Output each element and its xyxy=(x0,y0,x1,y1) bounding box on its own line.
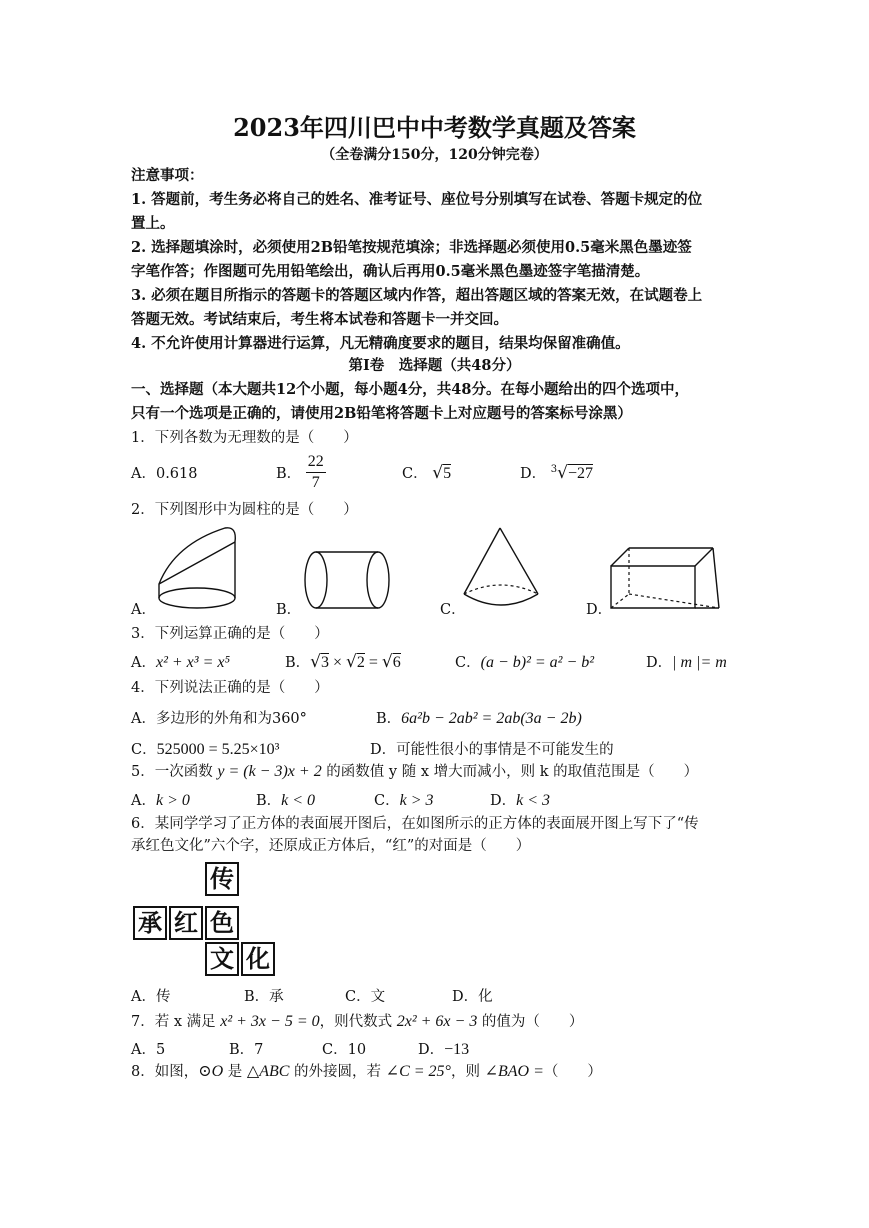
notice-heading: 注意事项： xyxy=(131,167,204,184)
q3-option-b xyxy=(285,651,401,672)
q2-option-b: B． xyxy=(276,602,302,618)
q5-option-c-expr: k > 3 xyxy=(399,792,434,809)
q2-figure-c xyxy=(458,524,548,614)
q3-option-d-expr: | m |= m xyxy=(672,654,727,671)
q6-option-b: B．承 xyxy=(244,989,284,1005)
q4-option-b-label: B． xyxy=(376,711,402,727)
net-cell-hong: 红 xyxy=(169,906,203,940)
page-title: 2023年四川巴中中考数学真题及答案 xyxy=(233,113,636,142)
q5-option-b-expr: k < 0 xyxy=(281,792,316,809)
notice-line-6: 答题无效。考试结束后，考生将本试卷和答题卡一并交回。 xyxy=(131,311,508,328)
q7-option-d xyxy=(418,1038,469,1059)
q8-stem-math-2: △ABC xyxy=(246,1063,290,1080)
q8-stem-mid-1: 是 xyxy=(223,1064,247,1080)
q3-option-d-label: D． xyxy=(646,655,673,671)
q7-option-c: C．10 xyxy=(322,1042,367,1058)
q4-option-d: D．可能性很小的事情是不可能发生的 xyxy=(370,742,614,758)
q3-option-d xyxy=(646,651,727,672)
q3-times: × xyxy=(329,654,347,671)
net-cell-se: 色 xyxy=(205,906,239,940)
q5-stem-pre: 5．一次函数 xyxy=(131,764,218,780)
q2-figure-b xyxy=(302,548,392,612)
net-cell-wen: 文 xyxy=(205,942,239,976)
q5-option-a-label: A． xyxy=(131,793,156,809)
q1-option-b-label: B． xyxy=(276,466,302,482)
q1-fraction-denominator: 7 xyxy=(311,474,320,491)
q2-option-c: C． xyxy=(440,602,466,618)
q1-stem: 1．下列各数为无理数的是（ ） xyxy=(131,430,358,446)
sqrt-sign: √ xyxy=(381,652,393,672)
q8-stem-math-4: ∠BAO = xyxy=(484,1063,544,1080)
q1-root-index: 3 xyxy=(550,464,558,476)
q2-figure-d xyxy=(607,544,725,612)
q5-option-d xyxy=(490,789,550,810)
q8-stem-mid-2: 的外接圆，若 xyxy=(289,1064,386,1080)
q5-option-a xyxy=(131,789,190,810)
q8-stem xyxy=(131,1062,602,1082)
q3-radicand-2: 2 xyxy=(356,654,365,671)
q6-stem-1: 6．某同学学习了正方体的表面展开图后，在如图所示的正方体的表面展开图上写下了“传 xyxy=(131,816,699,832)
q2-option-d: D． xyxy=(586,602,613,618)
q3-option-a-expr: x² + x³ = x⁵ xyxy=(155,654,231,671)
q5-option-a-expr: k > 0 xyxy=(155,792,190,809)
q4-option-c-label: C． xyxy=(131,742,157,758)
q7-stem-pre: 7．若 x 满足 xyxy=(131,1014,221,1030)
q1-option-a: A．0.618 xyxy=(131,466,198,482)
q7-stem-math-1: x² + 3x − 5 = 0 xyxy=(220,1013,320,1030)
notice-line-5: 3. 必须在题目所指示的答题卡的答题区域内作答，超出答题区域的答案无效，在试题卷上 xyxy=(131,287,703,304)
q7-stem-post: 的值为（ ） xyxy=(477,1014,584,1030)
q1-radicand-d: −27 xyxy=(567,465,593,482)
q5-option-b xyxy=(256,789,315,810)
q1-option-d-label: D． xyxy=(520,466,547,482)
q5-option-c-label: C． xyxy=(374,793,400,809)
q1-radicand-c: 5 xyxy=(443,465,452,482)
q7-option-d-label: D． xyxy=(418,1042,445,1058)
q5-stem-math: y = (k − 3)x + 2 xyxy=(217,763,322,780)
q4-stem: 4．下列说法正确的是（ ） xyxy=(131,680,329,696)
sqrt-sign: √ xyxy=(432,463,444,483)
q6-option-d: D．化 xyxy=(452,989,493,1005)
q8-stem-math-3: ∠C = 25° xyxy=(385,1063,451,1080)
sqrt-sign: √ xyxy=(346,652,357,672)
net-cell-chuan: 传 xyxy=(205,862,239,896)
section-intro-1: 一、选择题（本大题共12个小题，每小题4分，共48分。在每小题给出的四个选项中， xyxy=(131,381,689,398)
q7-stem-mid: ，则代数式 xyxy=(319,1014,397,1030)
q1-option-c xyxy=(402,462,451,483)
notice-line-1: 1. 答题前，考生务必将自己的姓名、准考证号、座位号分别填写在试卷、答题卡规定的位 xyxy=(131,191,703,208)
q8-stem-post: （ ） xyxy=(543,1064,602,1080)
q5-option-b-label: B． xyxy=(256,793,282,809)
q7-option-a: A．5 xyxy=(131,1042,166,1058)
q5-stem xyxy=(131,762,698,782)
notice-line-4: 字笔作答；作图题可先用铅笔绘出，确认后再用0.5毫米黑色墨迹签字笔描清楚。 xyxy=(131,263,650,280)
q3-option-b-label: B． xyxy=(285,655,311,671)
q1-option-d xyxy=(520,462,593,483)
sqrt-sign: √ xyxy=(557,463,568,483)
q4-option-b-expr: 6a²b − 2ab² = 2ab(3a − 2b) xyxy=(401,710,582,727)
net-cell-hua: 化 xyxy=(241,942,275,976)
q2-option-a: A． xyxy=(131,602,156,618)
q3-option-c-expr: (a − b)² = a² − b² xyxy=(480,654,595,671)
q3-radicand-1: 3 xyxy=(321,654,329,671)
q1-fraction xyxy=(306,452,326,493)
q2-figure-a xyxy=(155,524,245,616)
q5-option-c xyxy=(374,789,434,810)
q3-stem: 3．下列运算正确的是（ ） xyxy=(131,626,329,642)
section-intro-2: 只有一个选项是正确的，请使用2B铅笔将答题卡上对应题号的答案标号涂黑） xyxy=(131,405,632,422)
q8-stem-math-1: ⊙O xyxy=(198,1063,224,1080)
q5-stem-post: 的函数值 y 随 x 增大而减小，则 k 的取值范围是（ ） xyxy=(321,764,699,780)
q6-option-c: C．文 xyxy=(345,989,386,1005)
notice-line-2: 置上。 xyxy=(131,215,175,232)
notice-line-3: 2. 选择题填涂时，必须使用2B铅笔按规范填涂；非选择题必须使用0.5毫米黑色墨迹签 xyxy=(131,239,692,256)
q7-option-d-expr: −13 xyxy=(444,1041,470,1058)
net-cell-cheng: 承 xyxy=(133,906,167,940)
q3-option-a-label: A． xyxy=(131,655,156,671)
q4-option-a: A．多边形的外角和为360° xyxy=(131,711,307,727)
q7-stem-math-2: 2x² + 6x − 3 xyxy=(396,1013,478,1030)
q8-stem-mid-3: ，则 xyxy=(450,1064,485,1080)
q1-fraction-numerator: 22 xyxy=(306,452,326,473)
notice-line-7: 4. 不允许使用计算器进行运算，凡无精确度要求的题目，结果均保留准确值。 xyxy=(131,335,630,352)
sqrt-sign: √ xyxy=(310,652,321,672)
q7-stem xyxy=(131,1012,583,1032)
q1-option-c-label: C． xyxy=(402,466,428,482)
q3-equals: = xyxy=(364,654,382,671)
q2-stem: 2．下列图形中为圆柱的是（ ） xyxy=(131,502,358,518)
section-title: 第Ⅰ卷 选择题（共48分） xyxy=(348,357,521,374)
q7-option-b: B．7 xyxy=(229,1042,264,1058)
q3-option-a xyxy=(131,651,230,672)
q1-option-b xyxy=(276,452,326,493)
q4-option-c-expr: 525000 = 5.25×10³ xyxy=(156,741,280,758)
q5-option-d-label: D． xyxy=(490,793,517,809)
page-subtitle: （全卷满分150分，120分钟完卷） xyxy=(321,147,548,163)
q5-option-d-expr: k < 3 xyxy=(516,792,551,809)
q4-option-c xyxy=(131,738,279,759)
q8-stem-pre: 8．如图， xyxy=(131,1064,199,1080)
q3-option-c xyxy=(455,651,594,672)
q4-option-b xyxy=(376,707,582,728)
q6-option-a: A．传 xyxy=(131,989,171,1005)
q3-option-c-label: C． xyxy=(455,655,481,671)
q3-radicand-3: 6 xyxy=(392,654,401,671)
q6-stem-2: 承红色文化”六个字，还原成正方体后，“红”的对面是（ ） xyxy=(131,838,531,854)
